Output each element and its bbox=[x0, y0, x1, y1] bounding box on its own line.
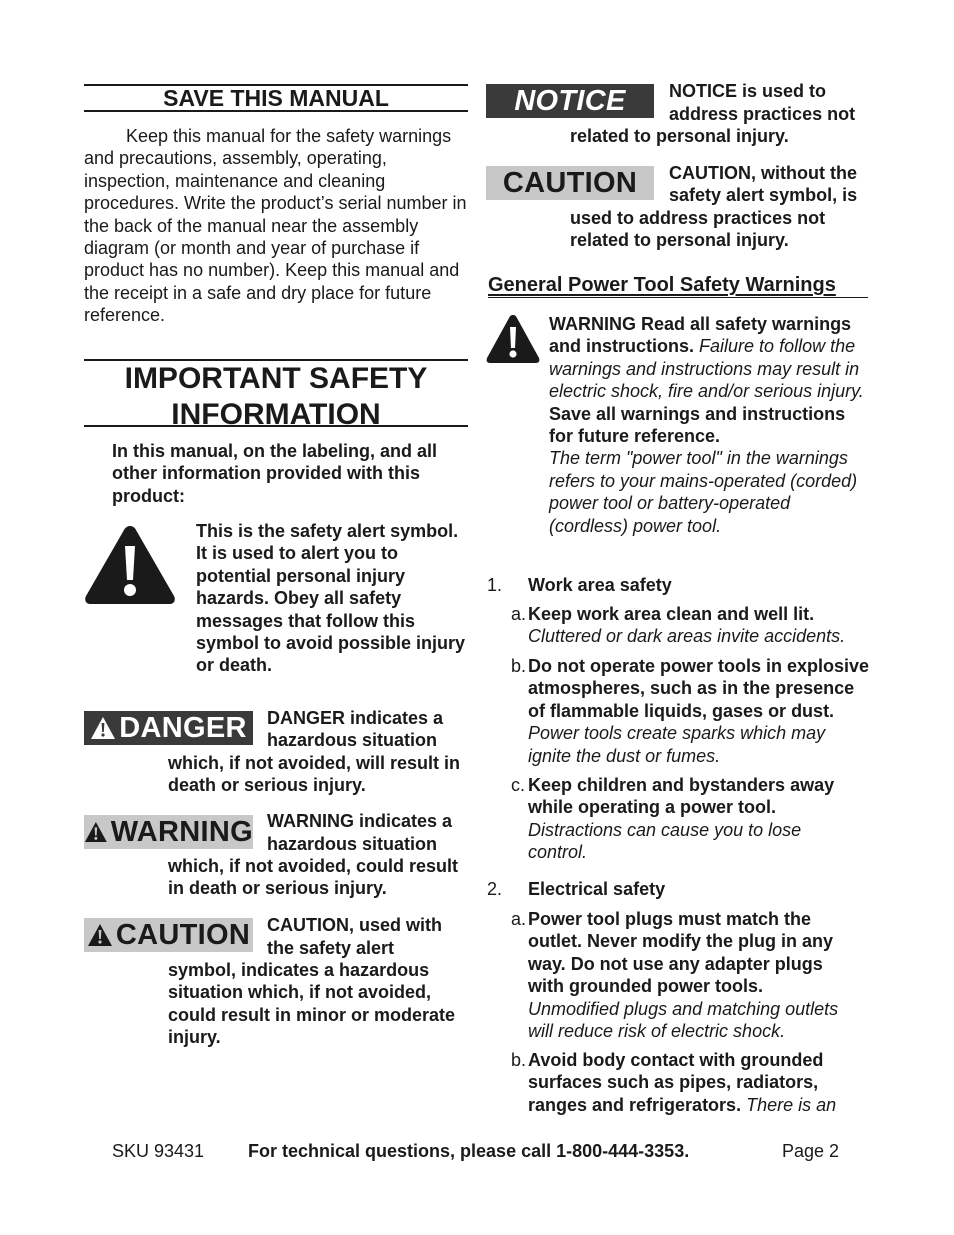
warning-signal-word bbox=[84, 815, 253, 849]
item-label: b. bbox=[511, 1050, 527, 1070]
item-italic: Distractions can cause you to lose control. bbox=[528, 819, 802, 863]
section-title-work-area: Work area safety bbox=[528, 575, 672, 595]
alert-triangle-icon bbox=[90, 716, 116, 740]
list-item bbox=[528, 908, 858, 1042]
caution-label: CAUTION bbox=[115, 919, 251, 951]
intro-text: In this manual, on the labeling, and all other information provided with this product: bbox=[112, 441, 438, 506]
section-title-electrical: Electrical safety bbox=[528, 879, 666, 899]
footer-phone: For technical questions, please call 1-800-444-3353. bbox=[248, 1141, 690, 1161]
item-label: a. bbox=[511, 604, 527, 624]
item-italic: Power tools create sparks which may ignite the dust or fumes. bbox=[528, 723, 826, 766]
alert-triangle-icon bbox=[87, 923, 113, 947]
save-manual-title: SAVE THIS MANUAL bbox=[84, 84, 468, 112]
important-safety-title-line1: IMPORTANT SAFETY bbox=[124, 362, 428, 395]
caution2-text-1: CAUTION, without the bbox=[669, 163, 857, 183]
danger-signal-word bbox=[84, 711, 253, 745]
warning-text-2: hazardous situation bbox=[267, 834, 438, 854]
caution2-text-3: used to address practices not related to personal injury. bbox=[570, 208, 826, 251]
danger-label: DANGER bbox=[119, 712, 247, 744]
item-bold: Do not operate power tools in explosive atmospheres, such as in the presence of flammable liquids, gases or dust. bbox=[528, 656, 870, 721]
important-safety-title bbox=[84, 359, 468, 431]
warning-text-1: WARNING indicates a bbox=[267, 811, 453, 831]
item-italic: Unmodified plugs and matching outlets will reduce risk of electric shock. bbox=[528, 998, 839, 1042]
list-item bbox=[528, 655, 873, 767]
alert-symbol-description: This is the safety alert symbol. It is used to alert you to potential personal injury hazards. Obey all safety messages that follow this symbol to avoid possible injury or death. bbox=[196, 521, 466, 676]
item-bold: Keep children and bystanders away while operating a power tool. bbox=[528, 775, 835, 818]
warning-text-3: which, if not avoided, could result in death or serious injury. bbox=[168, 856, 459, 899]
notice-text-3: related to personal injury. bbox=[570, 126, 789, 146]
important-safety-title-line2: INFORMATION bbox=[171, 398, 381, 431]
danger-text-2: hazardous situation bbox=[267, 730, 438, 750]
notice-signal-word bbox=[486, 84, 654, 118]
warning-read-italic: Failure to follow the warnings and instructions may result in electric shock, fire and/or serious injury. bbox=[549, 336, 864, 402]
alert-triangle-icon bbox=[84, 820, 108, 844]
item-bold: Keep work area clean and well lit. bbox=[528, 604, 815, 624]
list-item bbox=[528, 603, 873, 648]
footer-page-number: Page 2 bbox=[782, 1141, 840, 1161]
item-italic: There is an bbox=[746, 1094, 837, 1115]
list-item bbox=[528, 1049, 863, 1116]
notice-label: NOTICE bbox=[514, 85, 626, 117]
danger-text-1: DANGER indicates a bbox=[267, 708, 444, 728]
footer-sku: SKU 93431 bbox=[112, 1141, 205, 1161]
item-label: a. bbox=[511, 909, 527, 929]
item-bold: Avoid body contact with grounded surfaces such as pipes, radiators, ranges and refrigerators. bbox=[528, 1050, 824, 1115]
list-item bbox=[528, 774, 848, 864]
caution-text-3: symbol, indicates a hazardous situation which, if not avoided, could result in minor or moderate injury. bbox=[168, 960, 456, 1048]
item-italic: Cluttered or dark areas invite accidents. bbox=[528, 626, 846, 647]
caution2-text-2: safety alert symbol, is bbox=[669, 185, 858, 205]
caution-text-2: the safety alert bbox=[267, 938, 395, 958]
notice-text-1: NOTICE is used to bbox=[669, 81, 827, 101]
caution-text-1: CAUTION, used with bbox=[267, 915, 442, 935]
notice-text-2: address practices not bbox=[669, 104, 856, 124]
power-tool-term-italic: The term "power tool" in the warnings refers to your mains-operated (corded) power tool or battery-operated (cordless) power tool. bbox=[549, 448, 858, 536]
warning-label: WARNING bbox=[110, 816, 253, 848]
caution-no-alert-label: CAUTION bbox=[502, 167, 638, 199]
save-manual-body: Keep this manual for the safety warnings and precautions, assembly, operating, inspection, maintenance and cleaning procedures. Write the product’s serial number in the back of the manual near the assembly diagram (or month and year of purchase if product has no number). Keep this manual and the receipt in a safe and dry place for future reference. bbox=[84, 126, 467, 326]
save-warnings-bold: Save all warnings and instructions for future reference. bbox=[549, 403, 846, 447]
item-label: c. bbox=[511, 775, 526, 795]
caution-no-alert-signal-word bbox=[486, 166, 654, 200]
warning-read-bold: WARNING Read all safety warnings and instructions. bbox=[549, 314, 852, 357]
caution-signal-word bbox=[84, 918, 253, 952]
safety-alert-triangle-icon bbox=[84, 524, 176, 606]
section-number: 2. bbox=[487, 879, 503, 899]
general-warnings-title: General Power Tool Safety Warnings bbox=[488, 273, 868, 298]
general-warning-text bbox=[549, 313, 871, 537]
section-number: 1. bbox=[487, 575, 503, 595]
danger-text-3: which, if not avoided, will result in death or serious injury. bbox=[168, 753, 461, 796]
item-label: b. bbox=[511, 656, 527, 676]
item-bold: Power tool plugs must match the outlet. Never modify the plug in any way. Do not use any adapter plugs with grounded power tools. bbox=[528, 909, 834, 997]
safety-alert-triangle-icon bbox=[486, 314, 540, 364]
